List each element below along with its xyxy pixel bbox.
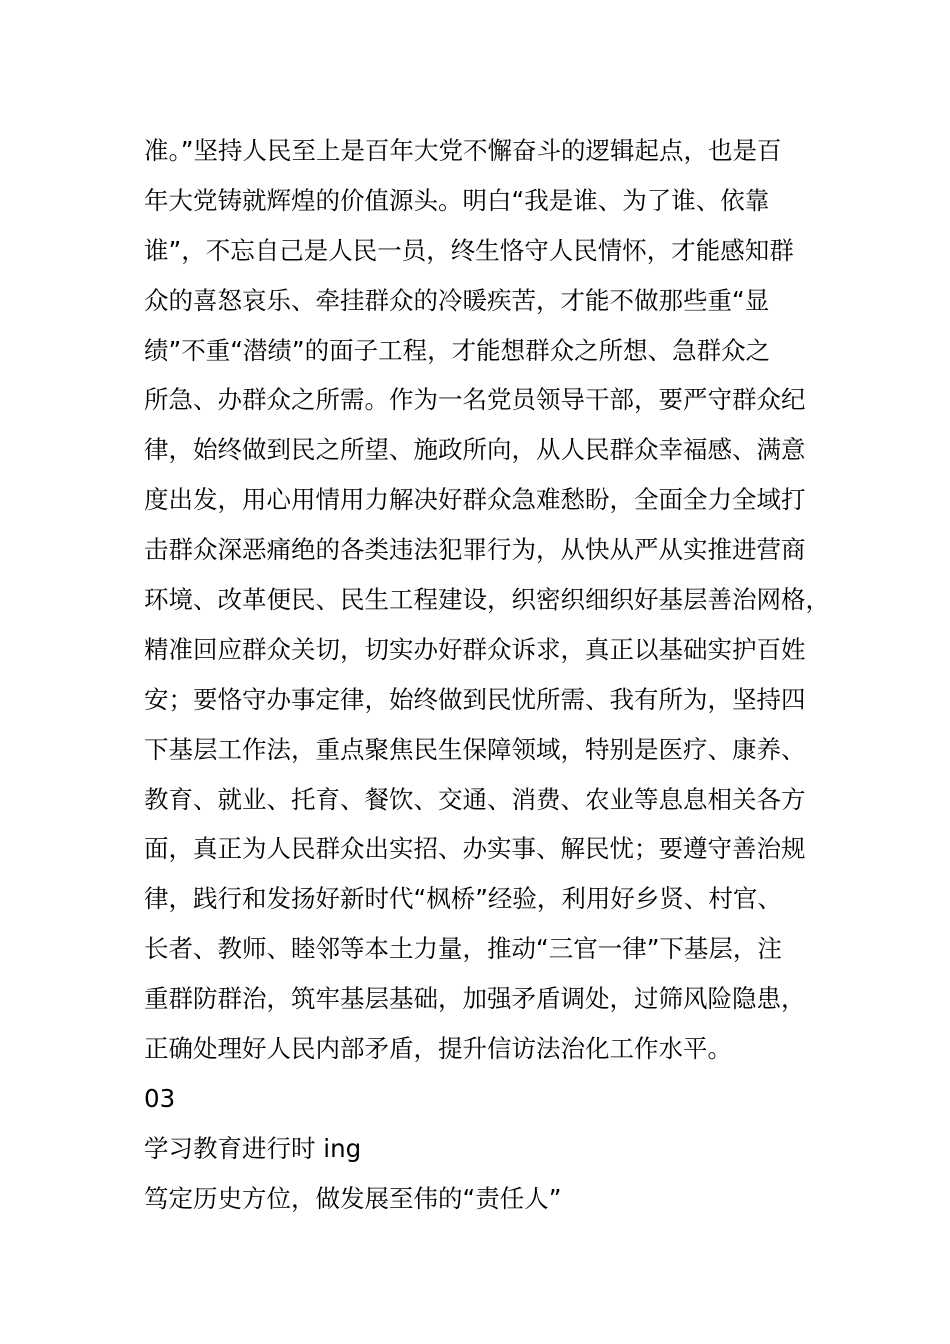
section-label: 学习教育进行时 ing [144,1133,362,1163]
section-heading: 笃定历史方位，做发展至伟的“责任人” [144,1183,562,1213]
body-line-6: 所急、办群众之所需。作为一名党员领导干部，要严守群众纪 [144,385,806,415]
body-line-4: 众的喜怒哀乐、牵挂群众的冷暖疾苦，才能不做那些重“显 [144,285,770,315]
body-line-14: 教育、就业、托育、餐饮、交通、消费、农业等息息相关各方 [144,784,806,814]
document-body [144,126,830,1224]
body-line-19: 正确处理好人民内部矛盾，提升信访法治化工作水平。 [144,1034,732,1064]
body-line-17: 长者、教师、睦邻等本土力量，推动“三官一律”下基层，注 [144,934,782,964]
body-line-10: 环境、改革便民、民生工程建设，织密织细织好基层善治网格， [144,585,830,615]
body-line-2: 年大党铸就辉煌的价值源头。明白“我是谁、为了谁、依靠 [144,185,770,215]
body-line-18: 重群防群治，筑牢基层基础，加强矛盾调处，过筛风险隐患， [144,984,806,1014]
body-line-7: 律，始终做到民之所望、施政所向，从人民群众幸福感、满意 [144,435,806,465]
body-line-8: 度出发，用心用情用力解决好群众急难愁盼，全面全力全域打 [144,485,806,515]
body-line-13: 下基层工作法，重点聚焦民生保障领域，特别是医疗、康养、 [144,734,806,764]
body-line-15: 面，真正为人民群众出实招、办实事、解民忧；要遵守善治规 [144,834,806,864]
body-line-1: 准。”坚持人民至上是百年大党不懈奋斗的逻辑起点，也是百 [144,136,782,165]
body-line-16: 律，践行和发扬好新时代“枫桥”经验，利用好乡贤、村官、 [144,884,782,914]
body-line-12: 安；要恪守办事定律，始终做到民忧所需、我有所为，坚持四 [144,684,806,714]
section-number: 03 [144,1083,176,1113]
body-line-3: 谁”，不忘自己是人民一员，终生恪守人民情怀，才能感知群 [144,235,794,265]
body-line-5: 绩”不重“潜绩”的面子工程，才能想群众之所想、急群众之 [144,335,771,365]
body-line-11: 精准回应群众关切，切实办好群众诉求，真正以基础实护百姓 [144,634,806,664]
body-line-9: 击群众深恶痛绝的各类违法犯罪行为，从快从严从实推进营商 [144,535,806,565]
